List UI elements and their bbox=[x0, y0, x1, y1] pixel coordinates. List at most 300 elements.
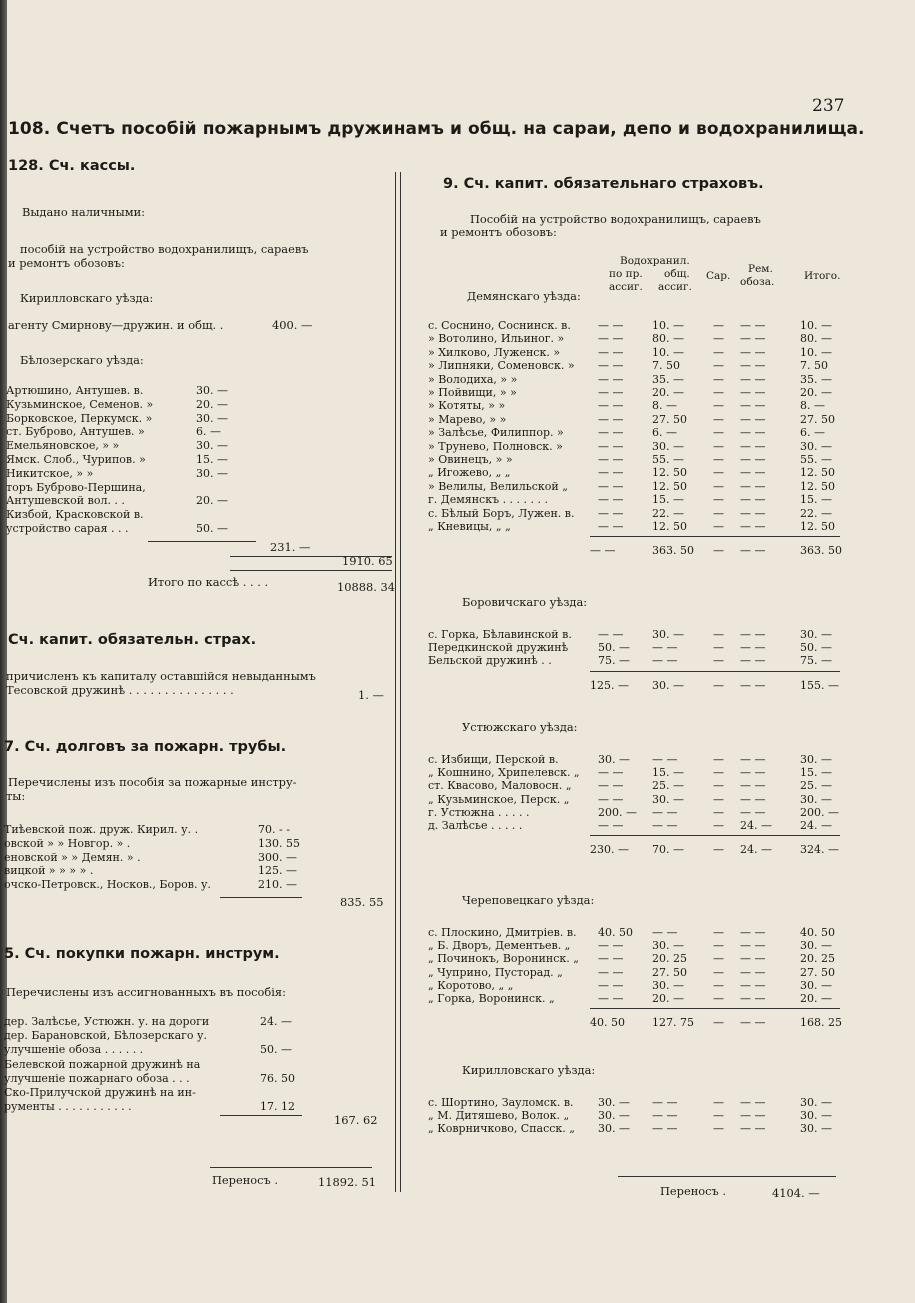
cell-it: 15. — bbox=[800, 766, 832, 780]
cell-sar: — bbox=[713, 1096, 724, 1109]
kassa-heading: 128. Сч. кассы. bbox=[8, 158, 136, 174]
col-header-pr: по пр. bbox=[609, 268, 643, 280]
cell-rem: — — bbox=[740, 978, 766, 992]
col-header-sar: Сар. bbox=[706, 270, 731, 282]
cell-pr: 30. — bbox=[598, 1096, 630, 1109]
group-total-sar: — bbox=[713, 843, 724, 857]
pokupki-row bbox=[4, 1086, 304, 1100]
group-row bbox=[428, 373, 848, 386]
dolgov-text-line1: Перечислены изъ пособія за пожарные инстру- bbox=[8, 775, 297, 789]
cell-rem: — — bbox=[740, 426, 766, 440]
group-row bbox=[428, 466, 848, 479]
dolgov-list bbox=[4, 823, 309, 892]
cell-rem: — — bbox=[740, 628, 766, 641]
row-name: с. Плоскино, Дмитріев. в. bbox=[428, 926, 577, 939]
dolgov-name: Тиѣевской пож. друж. Кирил. у. . bbox=[4, 823, 199, 836]
dolgov-amount: 70. - - bbox=[258, 823, 290, 836]
cell-sar: — bbox=[713, 426, 724, 440]
row-name: » Володиха, » » bbox=[428, 372, 518, 386]
group-row bbox=[428, 641, 848, 654]
group-row bbox=[428, 793, 848, 806]
kassa-total-amount: 10888. 34 bbox=[337, 580, 395, 594]
cell-pr: — — bbox=[598, 345, 624, 359]
dolgov-row bbox=[4, 823, 309, 837]
pokupki-text-line1: Перечислены изъ ассигнованныхъ въ пособія: bbox=[6, 985, 286, 999]
belozersk-row bbox=[6, 453, 266, 467]
group-row bbox=[428, 332, 848, 345]
cell-sar: — bbox=[713, 952, 724, 966]
cell-ob: 10. — bbox=[652, 345, 684, 359]
dolgov-row bbox=[4, 837, 309, 851]
cell-rem: — — bbox=[740, 992, 766, 1005]
belozersk-name: Никитское, » » bbox=[6, 466, 94, 480]
cell-it: 75. — bbox=[800, 654, 832, 668]
group-total-pr: 125. — bbox=[590, 678, 629, 692]
pokupki-amount: 50. — bbox=[260, 1043, 292, 1057]
cell-it: 30. — bbox=[800, 978, 832, 992]
cell-rem: — — bbox=[740, 453, 766, 466]
cell-rem: — — bbox=[740, 753, 766, 766]
cell-ob: 30. — bbox=[652, 439, 684, 453]
cell-sar: — bbox=[713, 359, 724, 373]
rule bbox=[590, 536, 840, 537]
cell-ob: 20. 25 bbox=[652, 952, 687, 966]
row-name: » Котяты, » » bbox=[428, 399, 506, 413]
row-name: Передкинской дружинѣ bbox=[428, 641, 569, 655]
cell-it: 20. — bbox=[800, 386, 832, 399]
cell-it: 12. 50 bbox=[800, 479, 835, 493]
cell-pr: — — bbox=[598, 319, 624, 332]
row-name: » Пойвищи, » » bbox=[428, 386, 517, 399]
group-total-it: 155. — bbox=[800, 678, 839, 692]
dolgov-name: вицкой » » » » . bbox=[4, 864, 94, 878]
belozersk-total: 231. — bbox=[270, 540, 311, 554]
cell-it: 200. — bbox=[800, 805, 839, 819]
dolgov-total: 835. 55 bbox=[340, 895, 384, 909]
cell-sar: — bbox=[713, 641, 724, 655]
cell-pr: — — bbox=[598, 412, 624, 426]
belozersk-row bbox=[6, 439, 266, 453]
belozersk-row bbox=[6, 412, 266, 426]
cell-rem: — — bbox=[740, 1096, 766, 1109]
cell-pr: — — bbox=[598, 628, 624, 641]
pokupki-name: рументы . . . . . . . . . . . bbox=[4, 1100, 132, 1114]
cell-it: 10. — bbox=[800, 319, 832, 332]
cell-pr: — — bbox=[598, 992, 624, 1005]
group-row bbox=[428, 979, 848, 992]
cell-it: 20. 25 bbox=[800, 952, 835, 966]
cell-rem: — — bbox=[740, 939, 766, 953]
kapital-heading: Сч. капит. обязательн. страх. bbox=[8, 632, 257, 648]
cell-ob: — — bbox=[652, 805, 678, 819]
cell-rem: 24. — bbox=[740, 819, 772, 832]
cell-pr: 75. — bbox=[598, 654, 630, 668]
col-header-itogo: Итого. bbox=[804, 270, 841, 282]
cell-rem: — — bbox=[740, 766, 766, 780]
rule bbox=[220, 897, 302, 898]
belozersk-row bbox=[6, 398, 266, 412]
cell-sar: — bbox=[713, 466, 724, 480]
row-name: „ М. Дитяшево, Волок. „ bbox=[428, 1109, 570, 1123]
group-row bbox=[428, 426, 848, 439]
group-row bbox=[428, 520, 848, 533]
cell-it: 30. — bbox=[800, 1122, 832, 1136]
cell-ob: 6. — bbox=[652, 426, 677, 440]
rule bbox=[590, 1008, 840, 1009]
cell-ob: 12. 50 bbox=[652, 520, 687, 533]
belozersk-name: ст. Буброво, Антушев. » bbox=[6, 425, 145, 439]
group-total-rem: — — bbox=[740, 678, 766, 692]
row-name: с. Шортино, Зауломск. в. bbox=[428, 1096, 574, 1109]
cell-ob: 35. — bbox=[652, 372, 684, 386]
cell-it: 25. — bbox=[800, 779, 832, 793]
cell-it: 30. — bbox=[800, 753, 832, 766]
cell-it: 24. — bbox=[800, 819, 832, 832]
right-heading: 9. Сч. капит. обязательнаго страховъ. bbox=[443, 176, 764, 192]
group-row bbox=[428, 992, 848, 1005]
rule bbox=[210, 1167, 372, 1168]
row-name: с. Избищи, Перской в. bbox=[428, 753, 559, 766]
rule bbox=[148, 541, 256, 542]
cell-sar: — bbox=[713, 453, 724, 466]
group-row bbox=[428, 399, 848, 412]
right-carry-label: Переносъ . bbox=[660, 1184, 727, 1198]
belozersk-row bbox=[6, 481, 266, 495]
group-total-sar: — bbox=[713, 678, 724, 692]
pokupki-name: дер. Залѣсье, Устюжн. у. на дороги bbox=[4, 1015, 210, 1028]
cell-pr: — — bbox=[598, 426, 624, 440]
row-name: г. Демянскъ . . . . . . . bbox=[428, 493, 549, 507]
group-total-it: 324. — bbox=[800, 843, 839, 857]
cell-it: 20. — bbox=[800, 992, 832, 1005]
cell-it: 12. 50 bbox=[800, 466, 835, 480]
cell-pr: — — bbox=[598, 479, 624, 493]
cell-pr: 30. — bbox=[598, 1122, 630, 1136]
row-name: „ Кузьминское, Перск. „ bbox=[428, 792, 570, 806]
group-row bbox=[428, 766, 848, 779]
dolgov-amount: 210. — bbox=[258, 878, 297, 892]
belozersk-name: Емельяновское, » » bbox=[6, 439, 120, 453]
cell-pr: — — bbox=[598, 939, 624, 953]
kassa-subtotal: 1910. 65 bbox=[342, 554, 393, 568]
cell-ob: 22. — bbox=[652, 506, 684, 520]
cell-rem: — — bbox=[740, 399, 766, 413]
dolgov-heading: 7. Сч. долговъ за пожарн. трубы. bbox=[4, 739, 287, 755]
kapital-amount: 1. — bbox=[358, 688, 384, 702]
pokupki-row bbox=[4, 1015, 304, 1029]
group-heading: Устюжскаго уѣзда: bbox=[462, 720, 578, 734]
group-row bbox=[428, 1109, 848, 1122]
cell-sar: — bbox=[713, 345, 724, 359]
page-number: 237 bbox=[812, 96, 845, 116]
cell-it: 27. 50 bbox=[800, 412, 835, 426]
cell-pr: — — bbox=[598, 965, 624, 979]
right-intro-line2: и ремонтъ обозовъ: bbox=[440, 225, 557, 239]
cell-pr: — — bbox=[598, 399, 624, 413]
cell-sar: — bbox=[713, 753, 724, 766]
pokupki-total: 167. 62 bbox=[334, 1113, 378, 1127]
kapital-text-line2: Тесовской дружинѣ . . . . . . . . . . . . . . . bbox=[6, 683, 234, 697]
cell-rem: — — bbox=[740, 506, 766, 520]
right-intro-line1: Пособій на устройство водохранилищъ, сараевъ bbox=[470, 212, 761, 226]
cell-sar: — bbox=[713, 386, 724, 399]
cell-ob: — — bbox=[652, 1109, 678, 1123]
dolgov-row bbox=[4, 864, 309, 878]
belozersk-row bbox=[6, 467, 266, 481]
belozersk-name: Ямск. Слоб., Чурипов. » bbox=[6, 452, 146, 466]
belozersk-heading: Бѣлозерскаго уѣзда: bbox=[20, 353, 144, 367]
row-name: „ Б. Дворъ, Дементьев. „ bbox=[428, 939, 571, 953]
dolgov-name: очско-Петровск., Носков., Боров. у. bbox=[4, 878, 211, 892]
group-row bbox=[428, 480, 848, 493]
dolgov-text-line2: ты: bbox=[6, 789, 26, 803]
pokupki-heading: 5. Сч. покупки пожарн. инструм. bbox=[4, 946, 280, 962]
group-row bbox=[428, 507, 848, 520]
cell-pr: 50. — bbox=[598, 641, 630, 655]
group-total-pr: 40. 50 bbox=[590, 1016, 625, 1030]
cell-sar: — bbox=[713, 399, 724, 413]
belozersk-amount: 6. — bbox=[196, 425, 221, 439]
row-name: с. Бѣлый Боръ, Лужен. в. bbox=[428, 506, 575, 520]
cell-ob: 27. 50 bbox=[652, 965, 687, 979]
row-name: „ Игожево, „ „ bbox=[428, 466, 511, 480]
dolgov-name: еновской » » Демян. » . bbox=[4, 850, 141, 864]
group-total-pr: — — bbox=[590, 544, 616, 558]
pokupki-row bbox=[4, 1043, 304, 1057]
kassa-purpose-line2: и ремонтъ обозовъ: bbox=[8, 256, 125, 270]
column-separator bbox=[395, 172, 401, 1192]
group-row bbox=[428, 1096, 848, 1109]
cell-sar: — bbox=[713, 965, 724, 979]
cell-rem: — — bbox=[740, 493, 766, 507]
row-name: с. Соснино, Соснинск. в. bbox=[428, 319, 571, 332]
cell-pr: — — bbox=[598, 332, 624, 346]
group-total-ob: 127. 75 bbox=[652, 1016, 694, 1030]
cell-pr: — — bbox=[598, 779, 624, 793]
group-row bbox=[428, 966, 848, 979]
dolgov-amount: 300. — bbox=[258, 850, 297, 864]
belozersk-row bbox=[6, 522, 266, 536]
group-total-it: 363. 50 bbox=[800, 544, 842, 558]
cell-pr: — — bbox=[598, 952, 624, 966]
cell-ob: — — bbox=[652, 753, 678, 766]
group-row bbox=[428, 440, 848, 453]
group-row bbox=[428, 359, 848, 372]
pokupki-name: улучшеніе обоза . . . . . . bbox=[4, 1043, 144, 1057]
cell-pr: — — bbox=[598, 439, 624, 453]
group-row bbox=[428, 493, 848, 506]
group-row bbox=[428, 779, 848, 792]
cell-sar: — bbox=[713, 926, 724, 939]
cell-pr: — — bbox=[598, 386, 624, 399]
pokupki-row bbox=[4, 1058, 304, 1072]
belozersk-amount: 20. — bbox=[196, 397, 228, 411]
kassa-issued: Выдано наличными: bbox=[22, 205, 145, 219]
group-row bbox=[428, 346, 848, 359]
row-name: Бельской дружинѣ . . bbox=[428, 654, 552, 668]
group-row bbox=[428, 952, 848, 965]
cell-ob: 30. — bbox=[652, 792, 684, 806]
row-name: » Трунево, Полновск. » bbox=[428, 439, 563, 453]
cell-sar: — bbox=[713, 792, 724, 806]
belozersk-name: Борковское, Перкумск. » bbox=[6, 411, 153, 425]
group-total-it: 168. 25 bbox=[800, 1016, 842, 1030]
col-header-pr-assig: ассиг. bbox=[609, 281, 643, 293]
belozersk-amount: 30. — bbox=[196, 411, 228, 425]
group-total-pr: 230. — bbox=[590, 843, 629, 857]
cell-pr: — — bbox=[598, 819, 624, 832]
cell-sar: — bbox=[713, 479, 724, 493]
cell-pr: 30. — bbox=[598, 1109, 630, 1123]
group-total-rem: — — bbox=[740, 544, 766, 558]
row-name: „ Кневицы, „ „ bbox=[428, 520, 511, 533]
cell-it: 30. — bbox=[800, 792, 832, 806]
cell-pr: — — bbox=[598, 359, 624, 373]
dolgov-amount: 125. — bbox=[258, 864, 297, 878]
row-name: » Вотолино, Ильиног. » bbox=[428, 332, 565, 346]
cell-ob: 12. 50 bbox=[652, 466, 687, 480]
cell-ob: 7. 50 bbox=[652, 359, 680, 373]
cell-ob: — — bbox=[652, 654, 678, 668]
cell-ob: 30. — bbox=[652, 978, 684, 992]
cell-rem: — — bbox=[740, 952, 766, 966]
row-name: д. Залѣсье . . . . . bbox=[428, 819, 523, 832]
right-carry-amount: 4104. — bbox=[772, 1186, 820, 1200]
cell-rem: — — bbox=[740, 372, 766, 386]
group-heading: Кирилловскаго уѣзда: bbox=[462, 1063, 596, 1077]
row-name: с. Горка, Бѣлавинской в. bbox=[428, 628, 572, 641]
pokupki-name: Ско-Прилучской дружинѣ на ин- bbox=[4, 1085, 196, 1099]
belozersk-name: торъ Буброво-Першина, bbox=[6, 480, 146, 494]
group-total-ob: 363. 50 bbox=[652, 544, 694, 558]
cell-pr: — — bbox=[598, 766, 624, 780]
belozersk-name: Артюшино, Антушев. в. bbox=[6, 384, 144, 397]
group-row bbox=[428, 319, 848, 332]
cell-sar: — bbox=[713, 412, 724, 426]
cell-it: 55. — bbox=[800, 453, 832, 466]
dolgov-row bbox=[4, 851, 309, 865]
cell-rem: — — bbox=[740, 1109, 766, 1123]
belozersk-amount: 20. — bbox=[196, 494, 228, 508]
group-row bbox=[428, 806, 848, 819]
kapital-text-line1: причисленъ къ капиталу оставшійся невыданнымъ bbox=[6, 669, 316, 683]
pokupki-amount: 76. 50 bbox=[260, 1071, 295, 1085]
group-row bbox=[428, 654, 848, 667]
cell-pr: — — bbox=[598, 466, 624, 480]
col-header-rem-oboza: обоза. bbox=[740, 276, 775, 288]
row-name: » Марево, » » bbox=[428, 412, 507, 426]
rule bbox=[590, 835, 840, 836]
group-row bbox=[428, 453, 848, 466]
belozersk-row bbox=[6, 384, 266, 398]
cell-ob: — — bbox=[652, 1096, 678, 1109]
cell-rem: — — bbox=[740, 641, 766, 655]
belozersk-amount: 30. — bbox=[196, 384, 228, 397]
cell-ob: 8. — bbox=[652, 399, 677, 413]
cell-it: 30. — bbox=[800, 439, 832, 453]
group-heading: Боровичскаго уѣзда: bbox=[462, 595, 588, 609]
cell-sar: — bbox=[713, 1109, 724, 1123]
cell-rem: — — bbox=[740, 479, 766, 493]
cell-it: 30. — bbox=[800, 939, 832, 953]
group-total-sar: — bbox=[713, 1016, 724, 1030]
rule bbox=[230, 570, 392, 571]
belozersk-name: Антушевской вол. . . bbox=[6, 494, 125, 508]
row-name: „ Коротово, „ „ bbox=[428, 978, 514, 992]
belozersk-name: устройство сарая . . . bbox=[6, 521, 129, 535]
cell-ob: 20. — bbox=[652, 992, 684, 1005]
group-row bbox=[428, 926, 848, 939]
cell-ob: 12. 50 bbox=[652, 479, 687, 493]
cell-rem: — — bbox=[740, 345, 766, 359]
cell-ob: 15. — bbox=[652, 493, 684, 507]
cell-ob: 30. — bbox=[652, 628, 684, 641]
row-name: » Хилково, Луженск. » bbox=[428, 345, 561, 359]
cell-ob: 15. — bbox=[652, 766, 684, 780]
cell-rem: — — bbox=[740, 779, 766, 793]
belozersk-amount: 50. — bbox=[196, 521, 228, 535]
group-total-ob: 70. — bbox=[652, 843, 684, 857]
cell-it: 6. — bbox=[800, 426, 825, 440]
pokupki-row bbox=[4, 1072, 304, 1086]
group-total-sar: — bbox=[713, 544, 724, 558]
group-row bbox=[428, 386, 848, 399]
cell-ob: — — bbox=[652, 926, 678, 939]
cell-ob: 10. — bbox=[652, 319, 684, 332]
cell-sar: — bbox=[713, 992, 724, 1005]
cell-sar: — bbox=[713, 506, 724, 520]
group-total-rem: 24. — bbox=[740, 843, 772, 857]
cell-sar: — bbox=[713, 332, 724, 346]
cell-rem: — — bbox=[740, 466, 766, 480]
belozersk-amount: 30. — bbox=[196, 439, 228, 453]
belozersk-amount: 15. — bbox=[196, 452, 228, 466]
row-name: г. Устюжна . . . . . bbox=[428, 805, 530, 819]
cell-rem: — — bbox=[740, 520, 766, 533]
cell-pr: — — bbox=[598, 506, 624, 520]
cell-rem: — — bbox=[740, 965, 766, 979]
group-total-rem: — — bbox=[740, 1016, 766, 1030]
group-row bbox=[428, 819, 848, 832]
cell-it: 30. — bbox=[800, 628, 832, 641]
cell-sar: — bbox=[713, 319, 724, 332]
cell-sar: — bbox=[713, 493, 724, 507]
row-name: „ Чуприно, Пусторад. „ bbox=[428, 965, 563, 979]
col-header-rem: Рем. bbox=[748, 263, 773, 275]
cell-sar: — bbox=[713, 779, 724, 793]
cell-ob: 27. 50 bbox=[652, 412, 687, 426]
cell-pr: — — bbox=[598, 453, 624, 466]
cell-rem: — — bbox=[740, 926, 766, 939]
cell-it: 10. — bbox=[800, 345, 832, 359]
belozersk-amount: 30. — bbox=[196, 466, 228, 480]
dolgov-name: овской » » Новгор. » . bbox=[4, 836, 131, 850]
cell-rem: — — bbox=[740, 439, 766, 453]
kassa-purpose-line1: пособій на устройство водохранилищъ, сараевъ bbox=[20, 242, 309, 256]
pokupki-name: улучшеніе пожарнаго обоза . . . bbox=[4, 1071, 190, 1085]
cell-rem: — — bbox=[740, 332, 766, 346]
col-header-obsh: общ. bbox=[664, 268, 690, 280]
group-row bbox=[428, 628, 848, 641]
cell-it: 80. — bbox=[800, 332, 832, 346]
rule bbox=[590, 671, 840, 672]
cell-sar: — bbox=[713, 819, 724, 832]
cell-pr: 40. 50 bbox=[598, 926, 633, 939]
pokupki-row bbox=[4, 1029, 304, 1043]
row-name: ст. Квасово, Маловосн. „ bbox=[428, 779, 572, 793]
cell-rem: — — bbox=[740, 654, 766, 668]
cell-sar: — bbox=[713, 628, 724, 641]
